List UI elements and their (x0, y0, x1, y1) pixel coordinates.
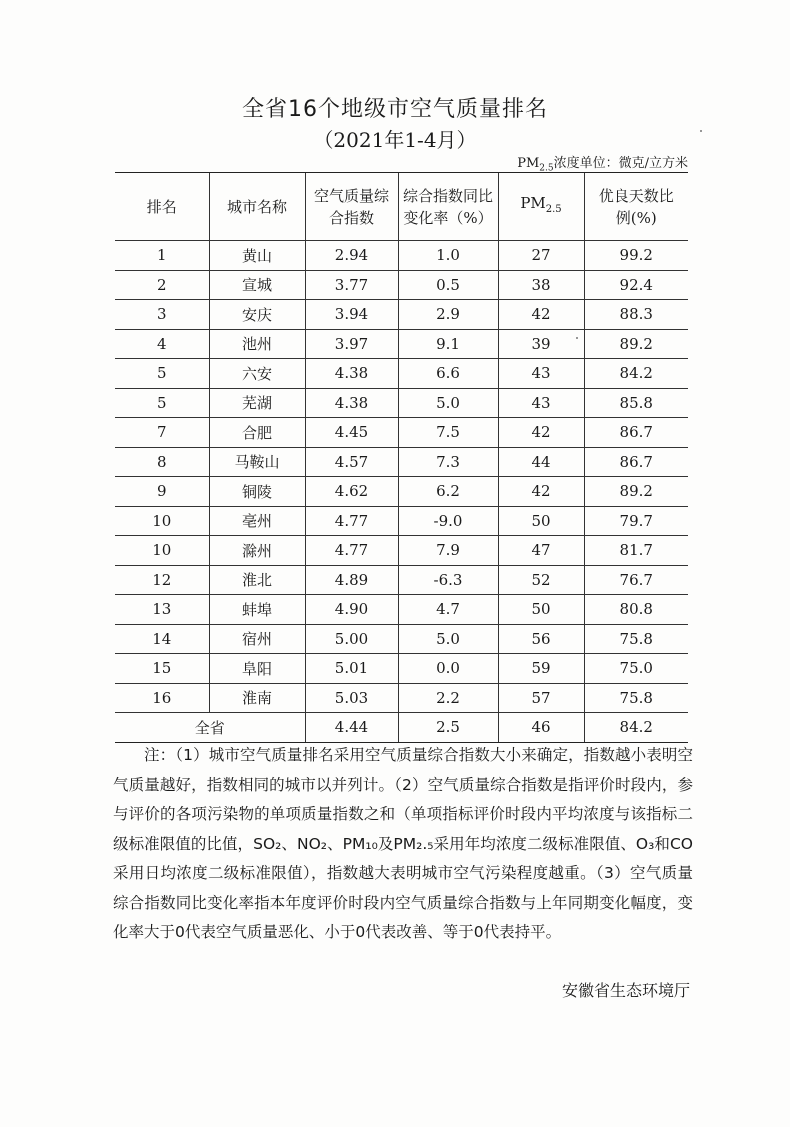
cell-rank: 13 (115, 595, 209, 625)
notes-paragraph: 注：（1）城市空气质量排名采用空气质量综合指数大小来确定，指数越小表明空气质量越好，指数相同的城市以并列计。（2）空气质量综合指数是指评价时段内，参与评价的各项污染物的单项质量指数之和（单项指标评价时段内平均浓度与该指标二级标准限值的比值，SO₂、NO₂、PM₁₀及PM₂.₅采用年均浓度二级标准限值、O₃和CO采用日均浓度二级标准限值），指数越大表明城市空气污染程度越重。（3）空气质量综合指数同比变化率指本年度评价时段内空气质量综合指数与上年同期变化幅度，变化率大于0代表空气质量恶化、小于0代表改善、等于0代表持平。 (113, 746, 694, 941)
cell-rank: 10 (115, 536, 209, 566)
cell-rank: 1 (115, 241, 209, 271)
cell-good-ratio: 86.7 (584, 447, 688, 477)
cell-good-ratio: 79.7 (584, 506, 688, 536)
cell-change: 1.0 (398, 241, 498, 271)
cell-rank: 4 (115, 329, 209, 359)
cell-index: 3.97 (305, 329, 398, 359)
cell-rank: 8 (115, 447, 209, 477)
table-row (115, 683, 688, 713)
unit-text: 浓度单位：微克/立方米 (553, 156, 688, 171)
cell-pm25: 42 (498, 418, 584, 448)
page-title: 全省16个地级市空气质量排名 (242, 97, 548, 122)
cell-city: 六安 (209, 359, 305, 389)
cell-change: 7.9 (398, 536, 498, 566)
cell-change: 0.0 (398, 654, 498, 684)
header-pm-sub: 2.5 (545, 204, 562, 215)
cell-index: 4.45 (305, 418, 398, 448)
total-label: 全省 (115, 713, 305, 743)
header-pm-main: PM (520, 194, 546, 212)
header-city: 城市名称 (209, 173, 305, 241)
cell-good-ratio: 89.2 (584, 477, 688, 507)
cell-index: 2.94 (305, 241, 398, 271)
cell-city: 池州 (209, 329, 305, 359)
cell-city: 亳州 (209, 506, 305, 536)
table-row (115, 418, 688, 448)
cell-change: 2.2 (398, 683, 498, 713)
cell-change: 7.5 (398, 418, 498, 448)
cell-index: 4.77 (305, 536, 398, 566)
header-index-line1: 空气质量综 (313, 186, 389, 205)
cell-rank: 16 (115, 683, 209, 713)
page-subtitle: （2021年1-4月） (313, 128, 477, 152)
cell-change: 7.3 (398, 447, 498, 477)
cell-city: 滁州 (209, 536, 305, 566)
cell-city: 马鞍山 (209, 447, 305, 477)
table-row (115, 565, 688, 595)
table-row (115, 536, 688, 566)
unit-pm-sub: 2.5 (539, 163, 554, 174)
unit-note (517, 152, 688, 174)
cell-city: 蚌埠 (209, 595, 305, 625)
cell-good-ratio: 86.7 (584, 418, 688, 448)
cell-pm25: 50 (498, 595, 584, 625)
cell-change: 5.0 (398, 624, 498, 654)
cell-rank: 15 (115, 654, 209, 684)
cell-pm25: 42 (498, 300, 584, 330)
cell-index: 4.77 (305, 506, 398, 536)
cell-rank: 9 (115, 477, 209, 507)
cell-good-ratio: 84.2 (584, 359, 688, 389)
cell-pm25: 57 (498, 683, 584, 713)
cell-city: 阜阳 (209, 654, 305, 684)
cell-city: 宿州 (209, 624, 305, 654)
cell-change: 2.9 (398, 300, 498, 330)
total-pm25: 46 (498, 713, 584, 743)
cell-city: 淮南 (209, 683, 305, 713)
cell-change: 4.7 (398, 595, 498, 625)
header-pm25 (498, 173, 584, 241)
cell-index: 3.77 (305, 270, 398, 300)
cell-good-ratio: 88.3 (584, 300, 688, 330)
table-row (115, 654, 688, 684)
table-row (115, 300, 688, 330)
table-row (115, 624, 688, 654)
total-change: 2.5 (398, 713, 498, 743)
cell-index: 4.38 (305, 359, 398, 389)
cell-city: 黄山 (209, 241, 305, 271)
cell-pm25: 59 (498, 654, 584, 684)
header-change-line2: 变化率（%） (403, 208, 493, 227)
cell-pm25: 50 (498, 506, 584, 536)
scan-speck (576, 337, 578, 339)
cell-index: 5.01 (305, 654, 398, 684)
cell-pm25: 43 (498, 359, 584, 389)
table-row (115, 447, 688, 477)
cell-rank: 10 (115, 506, 209, 536)
table-row (115, 506, 688, 536)
cell-index: 4.90 (305, 595, 398, 625)
cell-change: 5.0 (398, 388, 498, 418)
total-good-ratio: 84.2 (584, 713, 688, 743)
cell-good-ratio: 75.8 (584, 624, 688, 654)
cell-change: 9.1 (398, 329, 498, 359)
cell-rank: 7 (115, 418, 209, 448)
issuing-organization: 安徽省生态环境厅 (561, 981, 690, 1000)
cell-pm25: 56 (498, 624, 584, 654)
header-good-line1: 优良天数比 (598, 186, 674, 205)
cell-change: 6.2 (398, 477, 498, 507)
cell-pm25: 39 (498, 329, 584, 359)
cell-change: -9.0 (398, 506, 498, 536)
table-row (115, 595, 688, 625)
cell-pm25: 42 (498, 477, 584, 507)
table-row (115, 477, 688, 507)
table-row (115, 329, 688, 359)
cell-good-ratio: 75.0 (584, 654, 688, 684)
cell-good-ratio: 85.8 (584, 388, 688, 418)
scan-speck (700, 130, 702, 132)
cell-good-ratio: 80.8 (584, 595, 688, 625)
table-header-row (115, 173, 688, 241)
cell-index: 3.94 (305, 300, 398, 330)
cell-city: 合肥 (209, 418, 305, 448)
cell-good-ratio: 75.8 (584, 683, 688, 713)
header-rank: 排名 (115, 173, 209, 241)
unit-pm-label: PM (517, 156, 540, 171)
cell-good-ratio: 99.2 (584, 241, 688, 271)
cell-city: 铜陵 (209, 477, 305, 507)
cell-rank: 5 (115, 359, 209, 389)
cell-rank: 3 (115, 300, 209, 330)
cell-city: 芜湖 (209, 388, 305, 418)
cell-rank: 12 (115, 565, 209, 595)
ranking-table (115, 172, 688, 743)
table-row (115, 388, 688, 418)
cell-city: 淮北 (209, 565, 305, 595)
cell-good-ratio: 81.7 (584, 536, 688, 566)
table-row (115, 241, 688, 271)
cell-index: 4.38 (305, 388, 398, 418)
cell-pm25: 52 (498, 565, 584, 595)
cell-pm25: 27 (498, 241, 584, 271)
cell-good-ratio: 92.4 (584, 270, 688, 300)
cell-rank: 14 (115, 624, 209, 654)
cell-change: 6.6 (398, 359, 498, 389)
cell-city: 宣城 (209, 270, 305, 300)
cell-rank: 2 (115, 270, 209, 300)
header-index (305, 173, 398, 241)
header-change (398, 173, 498, 241)
cell-good-ratio: 76.7 (584, 565, 688, 595)
header-index-line2: 合指数 (328, 208, 374, 227)
cell-pm25: 47 (498, 536, 584, 566)
cell-pm25: 38 (498, 270, 584, 300)
total-index: 4.44 (305, 713, 398, 743)
cell-pm25: 44 (498, 447, 584, 477)
cell-city: 安庆 (209, 300, 305, 330)
cell-index: 4.62 (305, 477, 398, 507)
cell-change: -6.3 (398, 565, 498, 595)
table-row (115, 270, 688, 300)
cell-change: 0.5 (398, 270, 498, 300)
header-good-line2: 例(%) (615, 208, 657, 227)
cell-rank: 5 (115, 388, 209, 418)
cell-pm25: 43 (498, 388, 584, 418)
cell-index: 4.57 (305, 447, 398, 477)
cell-index: 4.89 (305, 565, 398, 595)
table-row (115, 359, 688, 389)
header-good-ratio (584, 173, 688, 241)
header-change-line1: 综合指数同比 (402, 186, 493, 205)
cell-index: 5.03 (305, 683, 398, 713)
cell-good-ratio: 89.2 (584, 329, 688, 359)
cell-index: 5.00 (305, 624, 398, 654)
total-row (115, 713, 688, 743)
